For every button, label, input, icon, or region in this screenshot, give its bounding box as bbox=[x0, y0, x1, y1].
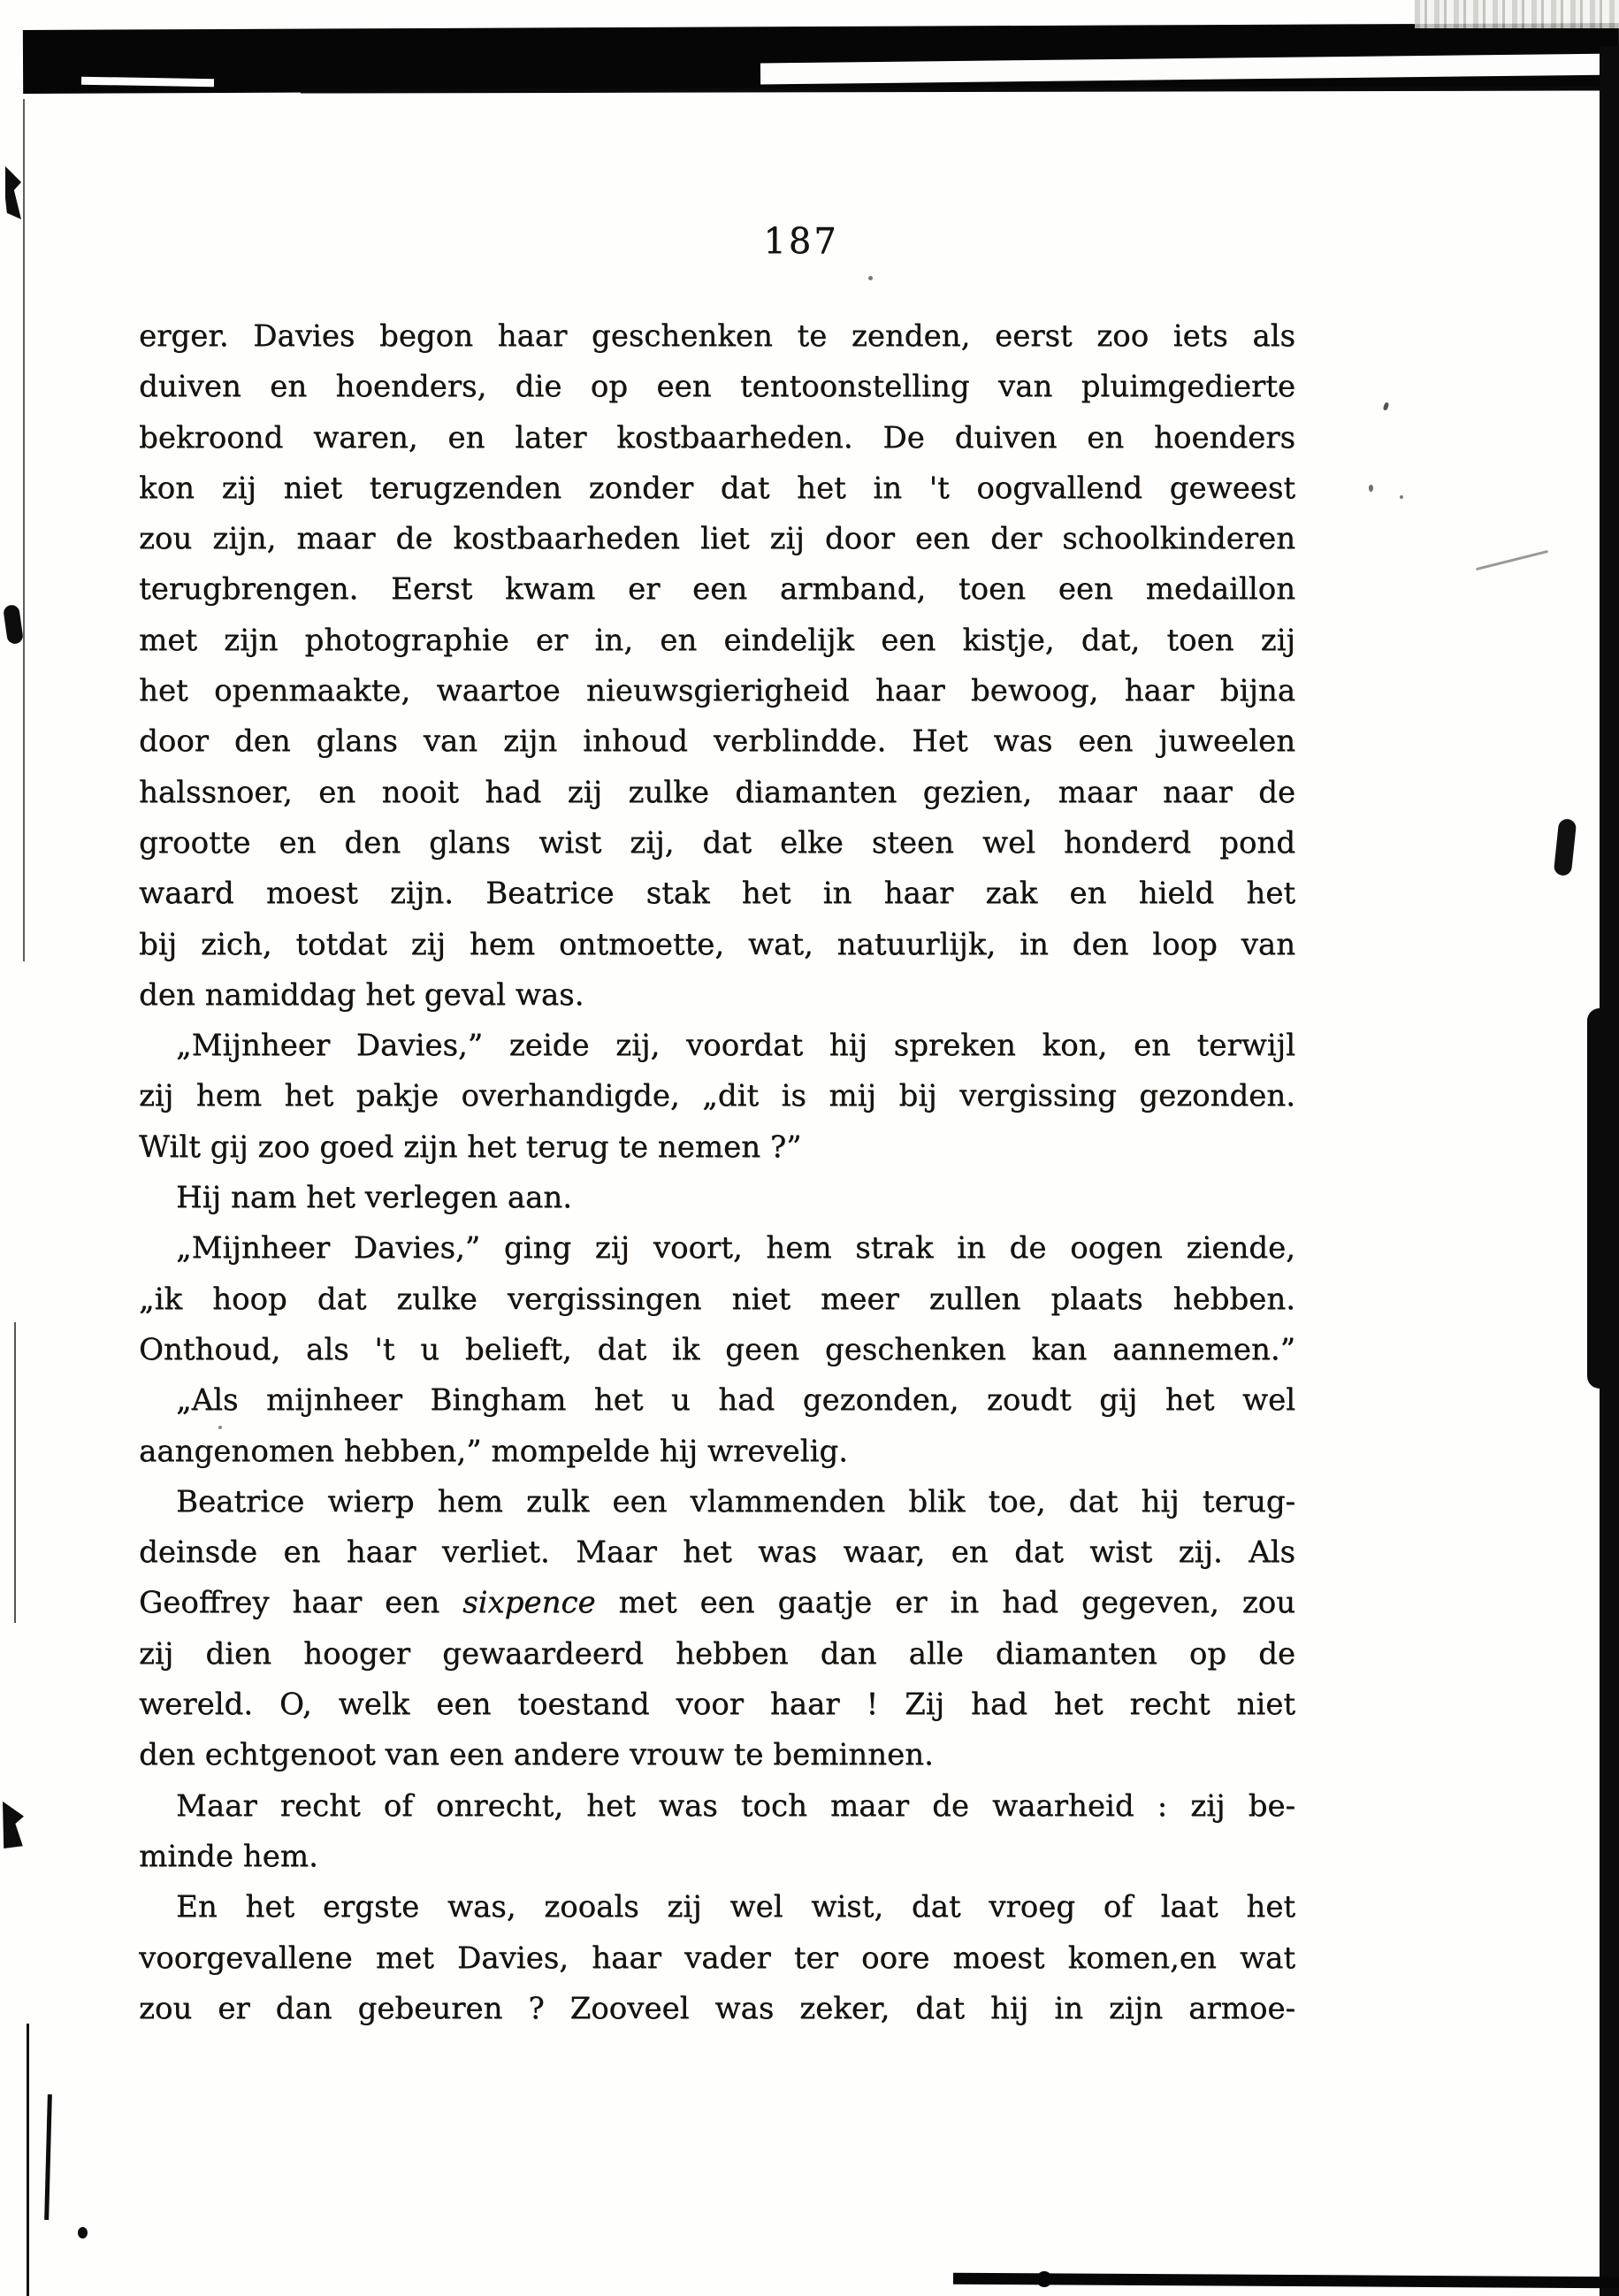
scan-artifact-bottom-right-line bbox=[953, 2273, 1619, 2289]
scan-artifact-right-edge-bulge bbox=[1587, 1008, 1619, 1389]
scan-artifact-left-hairline bbox=[14, 1322, 16, 1623]
text-line: „Mijnheer Davies,” ging zij voort, hem strak in de oogen ziende, bbox=[176, 1230, 1295, 1267]
text-line: den echtgenoot van een andere vrouw te beminnen. bbox=[139, 1737, 934, 1773]
text-line: „Als mijnheer Bingham het u had gezonden, zoudt gij het wel bbox=[176, 1382, 1295, 1419]
text-line: grootte en den glans wist zij, dat elke steen wel honderd pond bbox=[139, 824, 1295, 861]
text-line: minde hem. bbox=[139, 1838, 318, 1874]
text-line: Beatrice wierp hem zulk een vlammenden blik toe, dat hij terug- bbox=[176, 1483, 1295, 1519]
scan-artifact-speck bbox=[868, 276, 873, 280]
text-line: zou zijn, maar de kostbaarheden liet zij door een der schoolkinderen bbox=[139, 521, 1295, 557]
scan-artifact-left-hairline bbox=[27, 2024, 29, 2296]
scan-artifact-speck bbox=[1400, 495, 1403, 499]
scan-artifact-speck bbox=[1369, 485, 1373, 492]
scan-artifact-left-mark bbox=[5, 166, 21, 219]
text-line: het openmaakte, waartoe nieuwsgierigheid haar bewoog, haar bijna bbox=[139, 673, 1295, 709]
scan-artifact-bottom-left-line bbox=[44, 2094, 52, 2220]
text-line: Wilt gij zoo goed zijn het terug te nemen ?” bbox=[139, 1129, 802, 1165]
page-number: 187 bbox=[763, 221, 839, 262]
text-line: halssnoer, en nooit had zij zulke diamanten gezien, maar naar de bbox=[139, 774, 1295, 810]
text-line: „ik hoop dat zulke vergissingen niet meer zullen plaats hebben. bbox=[139, 1281, 1295, 1317]
scan-artifact-speck bbox=[1383, 402, 1390, 410]
scan-artifact-left-mark bbox=[3, 1799, 24, 1848]
text-line: Maar recht of onrecht, het was toch maar de waarheid : zij be- bbox=[176, 1787, 1295, 1824]
text-line: aangenomen hebben,” mompelde hij wrevelig. bbox=[139, 1433, 848, 1469]
text-line: „Mijnheer Davies,” zeide zij, voordat hij spreken kon, en terwijl bbox=[176, 1028, 1295, 1064]
text-line: En het ergste was, zooals zij wel wist, dat vroeg of laat het bbox=[176, 1889, 1295, 1925]
text-line: Geoffrey haar een sixpence met een gaatje er in had gegeven, zou bbox=[139, 1585, 1295, 1621]
text-line: deinsde en haar verliet. Maar het was waar, en dat wist zij. Als bbox=[139, 1534, 1295, 1571]
scan-artifact-bottom-right-blob bbox=[1036, 2271, 1052, 2287]
scan-artifact-top-right-speckle bbox=[1415, 0, 1619, 28]
scan-artifact-bottom-left-dot bbox=[78, 2227, 88, 2239]
text-line: den namiddag het geval was. bbox=[139, 976, 584, 1013]
text-line: waard moest zijn. Beatrice stak het in haar zak en hield het bbox=[139, 876, 1295, 912]
text-line: Onthoud, als 't u belieft, dat ik geen geschenken kan aannemen.” bbox=[139, 1331, 1295, 1367]
text-line: kon zij niet terugzenden zonder dat het in 't oogvallend geweest bbox=[139, 470, 1295, 506]
text-block bbox=[139, 311, 1295, 2034]
text-line: wereld. O, welk een toestand voor haar ! Zij had het recht niet bbox=[139, 1687, 1295, 1723]
text-line: zij hem het pakje overhandigde, „dit is mij bij vergissing gezonden. bbox=[139, 1078, 1295, 1114]
text-line: bekroond waren, en later kostbaarheden. De duiven en hoenders bbox=[139, 419, 1295, 455]
text-line: voorgevallene met Davies, haar vader ter oore moest komen,en wat bbox=[139, 1940, 1295, 1976]
text-line: terugbrengen. Eerst kwam er een armband, toen een medaillon bbox=[139, 571, 1295, 608]
scan-artifact-pencil-stroke bbox=[1476, 550, 1548, 570]
text-line: duiven en hoenders, die op een tentoonstelling van pluimgedierte bbox=[139, 369, 1295, 405]
text-line: erger. Davies begon haar geschenken te zenden, eerst zoo iets als bbox=[139, 318, 1295, 354]
text-line: door den glans van zijn inhoud verblindde. Het was een juweelen bbox=[139, 723, 1295, 760]
text-line: zou er dan gebeuren ? Zooveel was zeker, dat hij in zijn armoe- bbox=[139, 1990, 1295, 2026]
text-line: zij dien hooger gewaardeerd hebben dan alle diamanten op de bbox=[139, 1635, 1295, 1672]
scan-artifact-left-hairline bbox=[23, 99, 25, 961]
text-line: bij zich, totdat zij hem ontmoette, wat, natuurlijk, in den loop van bbox=[139, 926, 1295, 962]
scan-artifact-left-mark bbox=[3, 604, 24, 645]
scan-artifact-right-ink-blob bbox=[1554, 818, 1577, 876]
text-line: Hij nam het verlegen aan. bbox=[176, 1180, 572, 1216]
text-line: met zijn photographie er in, en eindelijk een kistje, dat, toen zij bbox=[139, 622, 1295, 658]
